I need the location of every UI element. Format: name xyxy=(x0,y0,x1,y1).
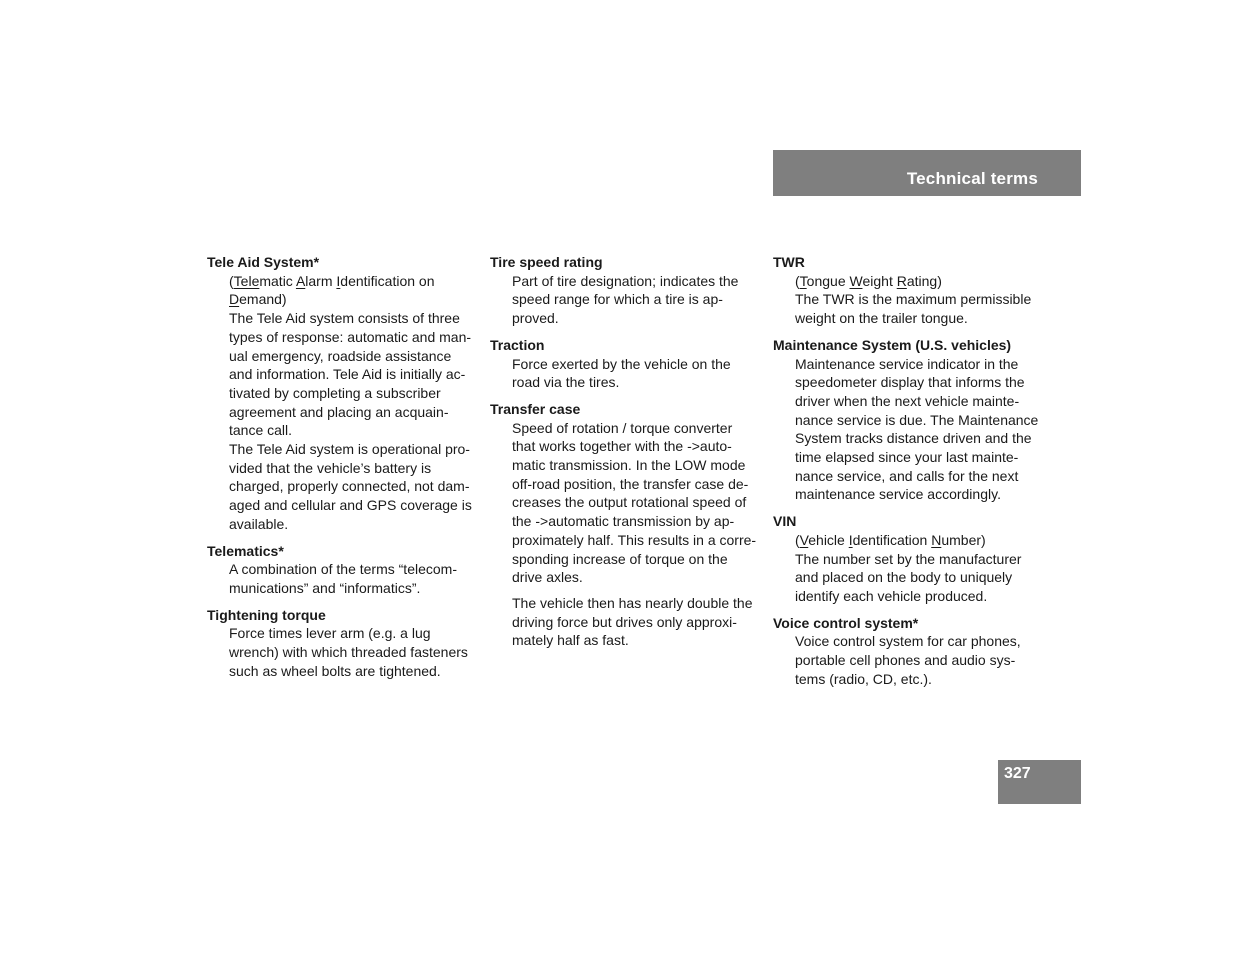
definition-line: matic transmission. In the LOW mode xyxy=(512,457,746,474)
glossary-entry xyxy=(490,253,760,328)
glossary-definition xyxy=(512,355,760,392)
definition-line: speedometer display that informs the xyxy=(795,374,1025,391)
definition-line: creases the output rotational speed of xyxy=(512,494,747,511)
definition-line: agreement and placing an acquain- xyxy=(229,403,449,420)
definition-line: tems (radio, CD, etc.). xyxy=(795,670,932,687)
definition-line: time elapsed since your last mainte- xyxy=(795,449,1019,466)
glossary-column-1 xyxy=(207,253,477,688)
definition-line: types of response: automatic and man- xyxy=(229,328,472,345)
definition-line: A combination of the terms “telecom- xyxy=(229,561,457,578)
glossary-definition xyxy=(512,272,760,328)
definition-line: sponding increase of torque on the xyxy=(512,550,728,567)
definition-line: Demand) xyxy=(229,291,287,308)
definition-line: portable cell phones and audio sys- xyxy=(795,652,1016,669)
definition-line: wrench) with which threaded fasteners xyxy=(229,644,468,661)
glossary-entry xyxy=(490,400,760,650)
glossary-term: Tire speed rating xyxy=(490,254,603,270)
definition-line: munications” and “informatics”. xyxy=(229,579,421,596)
glossary-term: Telematics* xyxy=(207,542,284,559)
glossary-column-2 xyxy=(490,253,760,658)
glossary-column-3 xyxy=(773,253,1043,696)
glossary-entry xyxy=(773,512,1043,606)
definition-line: Voice control system for car phones, xyxy=(795,633,1021,650)
definition-line: and information. Tele Aid is initially ac- xyxy=(229,366,466,383)
glossary-term: Tele Aid System* xyxy=(207,254,320,270)
definition-line: off-road position, the transfer case de- xyxy=(512,475,749,492)
section-title: Technical terms xyxy=(906,169,1038,188)
definition-line: maintenance service accordingly. xyxy=(795,486,1001,503)
definition-line: driving force but drives only approxi- xyxy=(512,613,737,630)
definition-line: nance service, and calls for the next xyxy=(795,467,1019,484)
definition-line: The number set by the manufacturer xyxy=(795,550,1022,567)
definition-line: proximately half. This results in a corre- xyxy=(512,531,757,548)
glossary-definition xyxy=(229,624,477,680)
glossary-entry xyxy=(773,614,1043,689)
definition-line: road via the tires. xyxy=(512,374,620,391)
definition-line: (Tongue Weight Rating) xyxy=(795,272,942,289)
definition-line: Maintenance service indicator in the xyxy=(795,355,1019,372)
glossary-definition xyxy=(795,272,1043,328)
definition-line: that works together with the ->auto- xyxy=(512,438,732,455)
paragraph-gap xyxy=(512,587,760,594)
glossary-entry xyxy=(207,542,477,598)
section-header-bar xyxy=(773,150,1081,196)
glossary-term: Traction xyxy=(490,336,545,353)
definition-line: mately half as fast. xyxy=(512,632,629,649)
definition-line: ual emergency, roadside assistance xyxy=(229,347,452,364)
definition-line: tivated by completing a subscriber xyxy=(229,384,441,401)
glossary-entry xyxy=(207,606,477,681)
glossary-entry xyxy=(773,336,1043,504)
definition-line: The vehicle then has nearly double the xyxy=(512,594,753,611)
glossary-definition xyxy=(229,560,477,597)
glossary-term: Maintenance System (U.S. vehicles) xyxy=(773,336,1012,353)
definition-line: The Tele Aid system is operational pro- xyxy=(229,441,470,458)
definition-line: proved. xyxy=(512,310,559,327)
definition-line: Part of tire designation; indicates the xyxy=(512,272,739,289)
definition-line: aged and cellular and GPS coverage is xyxy=(229,497,472,514)
definition-line: vided that the vehicle’s battery is xyxy=(229,459,432,476)
definition-line: (Telematic Alarm Identification on xyxy=(229,272,435,289)
definition-line: driver when the next vehicle mainte- xyxy=(795,392,1020,409)
glossary-entry xyxy=(490,336,760,392)
glossary-entry xyxy=(773,253,1043,328)
definition-line: identify each vehicle produced. xyxy=(795,587,988,604)
definition-line: available. xyxy=(229,515,289,532)
glossary-definition xyxy=(229,272,477,534)
definition-line: the ->automatic transmission by ap- xyxy=(512,513,735,530)
glossary-entry xyxy=(207,253,477,534)
definition-line: such as wheel bolts are tightened. xyxy=(229,662,441,679)
glossary-definition xyxy=(512,419,760,650)
definition-line: speed range for which a tire is ap- xyxy=(512,291,723,308)
definition-line: and placed on the body to uniquely xyxy=(795,569,1013,586)
glossary-term: TWR xyxy=(773,254,805,270)
page-number: 327 xyxy=(1004,765,1031,782)
definition-line: The Tele Aid system consists of three xyxy=(229,310,460,327)
definition-line: nance service is due. The Maintenance xyxy=(795,411,1039,428)
definition-line: Force times lever arm (e.g. a lug xyxy=(229,625,431,642)
glossary-term: VIN xyxy=(773,513,797,530)
glossary-definition xyxy=(795,355,1043,505)
definition-line: tance call. xyxy=(229,422,293,439)
definition-line: drive axles. xyxy=(512,569,583,586)
definition-line: Force exerted by the vehicle on the xyxy=(512,355,731,372)
definition-line: The TWR is the maximum permissible xyxy=(795,291,1032,308)
definition-line: weight on the trailer tongue. xyxy=(795,310,968,327)
glossary-definition xyxy=(795,531,1043,606)
glossary-definition xyxy=(795,632,1043,688)
glossary-term: Tightening torque xyxy=(207,606,326,623)
definition-line: System tracks distance driven and the xyxy=(795,430,1032,447)
definition-line: (Vehicle Identification Number) xyxy=(795,531,986,548)
definition-line: Speed of rotation / torque converter xyxy=(512,419,733,436)
page-number-box xyxy=(998,760,1081,804)
definition-line: charged, properly connected, not dam- xyxy=(229,478,470,495)
glossary-term: Transfer case xyxy=(490,400,581,417)
glossary-term: Voice control system* xyxy=(773,614,919,631)
